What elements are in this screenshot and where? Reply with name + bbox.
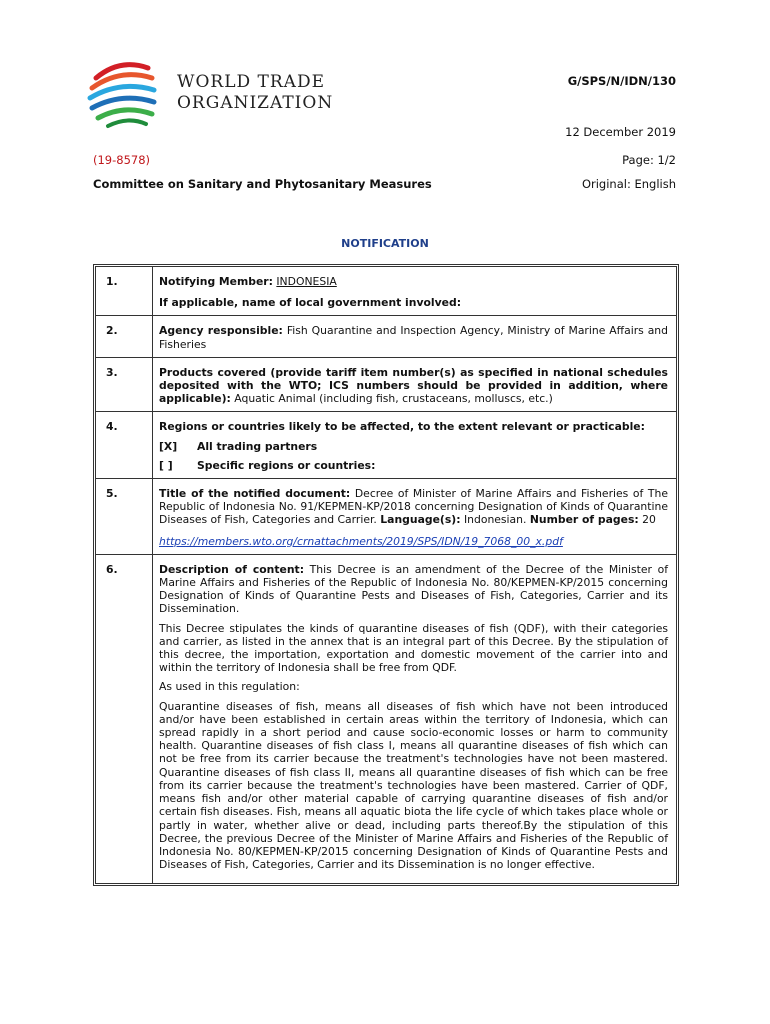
wto-logo xyxy=(82,58,342,130)
checkbox-marker: [X] xyxy=(159,439,178,453)
item-description xyxy=(153,555,676,883)
item-label: Description of content: xyxy=(159,562,305,576)
language-label: Language(s): xyxy=(380,513,461,527)
table-row xyxy=(96,555,676,883)
language-value: Indonesian. xyxy=(463,513,527,527)
table-row xyxy=(96,412,676,479)
item-label: Regions or countries likely to be affected, to the extent relevant or practicable: xyxy=(159,420,645,434)
org-name-line1: WORLD TRADE xyxy=(177,72,325,92)
item-number: 2. xyxy=(96,316,153,357)
document-link[interactable]: https://members.wto.org/crnattachments/2019/SPS/IDN/19_7068_00_x.pdf xyxy=(159,534,563,548)
notification-heading: NOTIFICATION xyxy=(341,237,429,250)
item-number: 4. xyxy=(96,412,153,479)
document-reference: (19-8578) xyxy=(93,153,151,167)
item-label: Products covered (provide tariff item number(s) as specified in national schedules deposited with the WTO; ICS numbers should be provided in addition, where applicable): xyxy=(159,365,668,406)
description-text: This Decree is an amendment of the Decree of the Minister of Marine Affairs and Fisheries of the Republic of Indonesia No. 80/KEPMEN-KP/2015 concerning Designation of Kinds of Quarantine Pests and Diseases of Fish, Categories, Carrier and its Dissemination. xyxy=(159,562,669,616)
org-name-line2: ORGANIZATION xyxy=(177,93,334,113)
item-products xyxy=(153,358,676,413)
item-title xyxy=(153,479,676,555)
document-symbol: G/SPS/N/IDN/130 xyxy=(567,74,676,88)
page-number: Page: 1/2 xyxy=(622,153,676,167)
table-row xyxy=(96,267,676,316)
notifying-member-value: INDONESIA xyxy=(276,275,337,288)
products-value: Aquatic Animal (including fish, crustaceans, molluscs, etc.) xyxy=(234,392,553,406)
table-row xyxy=(96,358,676,413)
item-label: Agency responsible: xyxy=(159,324,283,338)
option-specific-regions xyxy=(159,459,668,472)
pages-value: 20 xyxy=(642,513,656,527)
description-paragraph: This Decree stipulates the kinds of quarantine diseases of fish (QDF), with their categories and carrier, as listed in the annex that is an integral part of this Decree. By the stipulation of this decree, the importation, exportation and domestic movement of the carrier into and within the territory of Indonesia shall be free from QDF. xyxy=(159,621,668,675)
option-label: All trading partners xyxy=(197,439,318,453)
item-number: 5. xyxy=(96,479,153,555)
item-label: Title of the notified document: xyxy=(159,487,351,501)
table-row xyxy=(96,479,676,555)
document-date: 12 December 2019 xyxy=(565,125,676,139)
local-government-label: If applicable, name of local government involved: xyxy=(159,296,462,310)
committee-name: Committee on Sanitary and Phytosanitary Measures xyxy=(93,177,432,191)
description-paragraph: Quarantine diseases of fish, means all diseases of fish which have not been introduced and/or have been established in certain areas within the territory of Indonesia, which can spread rapidly in a short period and cause socio-economic losses or harm to community health. Quarantine diseases of fish class I, means all quarantine diseases of fish which can not be free from its carrier because the treatment's technologies have not been mastered. Quarantine diseases of fish class II, means all quarantine diseases of fish which can be free from its carrier because the treatment's technologies have been mastered. Carrier of QDF, means fish and/or other material capable of carrying quarantine diseases of fish and/or certain fish diseases. Fish, means all aquatic biota the life cycle of which takes place whole or partly in water, whether alive or dead, including parts thereof.By the stipulation of this Decree, the previous Decree of the Minister of Marine Affairs and Fisheries of the Republic of Indonesia No. 80/KEPMEN-KP/2015 concerning Designation of Kinds of Quarantine Pests and Diseases of Fish, Categories, Carrier and its Dissemination is no longer effective. xyxy=(159,699,668,872)
item-label: Notifying Member: xyxy=(159,275,273,288)
description-paragraph xyxy=(159,563,668,616)
checkbox-marker: [ ] xyxy=(159,458,173,472)
item-number: 1. xyxy=(96,267,153,316)
original-language: Original: English xyxy=(581,177,676,191)
option-label: Specific regions or countries: xyxy=(197,458,376,472)
item-regions xyxy=(153,412,676,479)
item-notifying-member xyxy=(153,267,676,316)
description-paragraph: As used in this regulation: xyxy=(159,680,300,694)
item-number: 6. xyxy=(96,555,153,883)
title-value: Decree of Minister of Marine Affairs and Fisheries of The Republic of Indonesia No. 91/KEPMEN-KP/2018 concerning Designation of Kinds of Quarantine Diseases of Fish, Categories and Carrier. xyxy=(159,487,668,527)
agency-value: Fish Quarantine and Inspection Agency, Ministry of Marine Affairs and Fisheries xyxy=(159,324,669,351)
item-number: 3. xyxy=(96,358,153,413)
notification-table xyxy=(93,264,679,886)
item-agency xyxy=(153,316,676,357)
option-all-trading-partners xyxy=(159,440,668,453)
wto-logo-text xyxy=(177,72,333,114)
wto-swirl-logo-icon xyxy=(82,58,162,130)
pages-label: Number of pages: xyxy=(529,513,639,527)
table-row xyxy=(96,316,676,357)
